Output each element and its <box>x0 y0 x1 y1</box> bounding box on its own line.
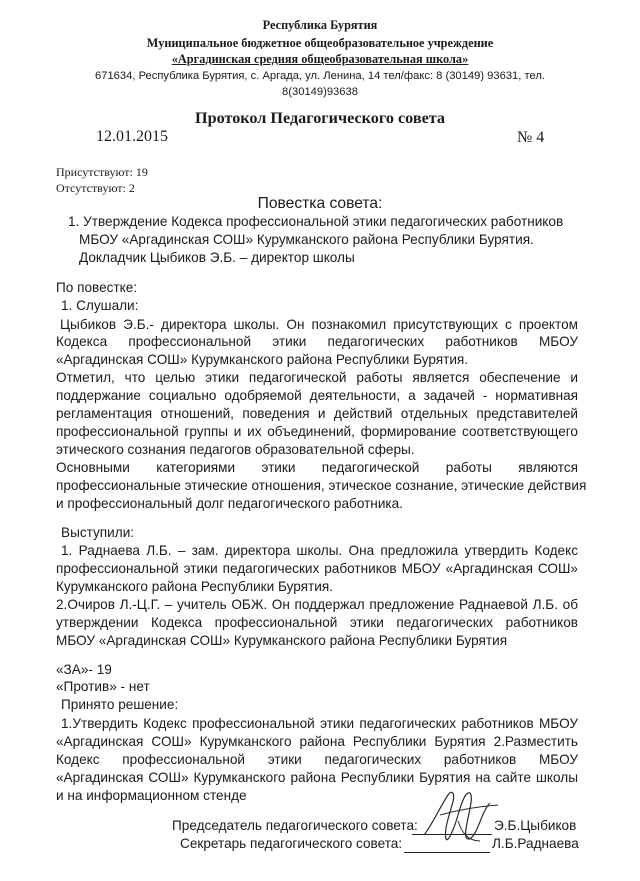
categories-line: профессиональные этические отношения, этическое сознание, этические действия <box>56 478 587 493</box>
speaker2-line: МБОУ «Аргадинская СОШ» Курумканского района Республики Бурятия <box>56 633 508 648</box>
agenda-line: Докладчик Цыбиков Э.Б. – директор школы <box>79 250 355 265</box>
report-line: Кодекса профессиональной этики педагогических работников МБОУ <box>56 334 578 349</box>
republic-heading: Республика Бурятия <box>262 18 378 32</box>
categories-line: и профессиональный долг педагогического работника. <box>56 496 403 511</box>
noted-line: Отметил, что целью этики педагогической работы является обеспечение и <box>56 370 578 385</box>
noted-line: поддержание социально одобряемой деятельности, а задачей - нормативная <box>56 388 578 403</box>
present-count: Присутствуют: 19 <box>56 165 148 179</box>
absent-count: Отсутствуют: 2 <box>56 181 135 195</box>
decision-line: «Аргадинская СОШ» Курумканского района Республики Бурятия на сайте школы <box>56 770 578 785</box>
chair-label: Председатель педагогического совета: <box>172 818 418 833</box>
speaker2-line: утверждении Кодекса профессиональной этики педагогических работников <box>56 615 578 630</box>
chair-name: Э.Б.Цыбиков <box>494 818 577 833</box>
handwritten-signature <box>418 785 504 847</box>
agenda-title: Повестка совета: <box>257 195 383 212</box>
report-line: «Аргадинская СОШ» Курумканского района Республики Бурятия. <box>56 352 469 367</box>
speaker1-line: Курумканского района Республики Бурятия. <box>56 579 333 594</box>
decision-label: Принято решение: <box>61 697 179 712</box>
secretary-label: Секретарь педагогического совета: <box>180 836 403 851</box>
noted-line: этического сознания педагогов образовательной сферы. <box>56 442 415 457</box>
school-name: «Аргадинская средняя общеобразовательная школа» <box>171 52 469 66</box>
categories-line: Основными категориями этики педагогической работы являются <box>56 460 578 475</box>
speaker2-line: 2.Очиров Л.-Ц.Г. – учитель ОБЖ. Он поддержал предложение Раднаевой Л.Б. об <box>56 597 578 612</box>
decision-line: «Аргадинская СОШ» Курумканского района Республики Бурятия 2.Разместить <box>56 734 578 749</box>
address-line-1: 671634, Республика Бурятия, с. Аргада, ул. Ленина, 14 тел/факс: 8 (30149) 93631, тел. <box>95 70 545 82</box>
report-line: Цыбиков Э.Б.- директора школы. Он познакомил присутствующих с проектом <box>60 317 578 332</box>
noted-line: профессиональной группы и их объединений, формирование соответствующего <box>56 424 578 439</box>
agenda-line: 1. Утверждение Кодекса профессиональной этики педагогических работников <box>68 214 564 229</box>
vote-for: «ЗА»- 19 <box>56 662 112 677</box>
address-line-2: 8(30149)93638 <box>282 86 358 98</box>
school-heading <box>0 52 640 67</box>
vote-against: «Против» - нет <box>56 679 150 694</box>
heard-label: 1. Слушали: <box>61 298 139 313</box>
speaker1-line: 1. Раднаева Л.Б. – зам. директора школы. Она предложила утвердить Кодекс <box>61 543 578 558</box>
noted-line: регламентация отношений, поведения и действий отдельных представителей <box>56 406 578 421</box>
decision-line: и на информационном стенде <box>56 788 247 803</box>
protocol-date: 12.01.2015 <box>96 128 168 145</box>
protocol-number: № 4 <box>517 129 545 146</box>
institution-heading: Муниципальное бюджетное общеобразовательное учреждение <box>146 36 494 50</box>
secretary-name: Л.Б.Раднаева <box>492 836 579 851</box>
decision-line: Кодекс профессиональной этики педагогических работников МБОУ <box>56 752 578 767</box>
by-agenda-label: По повестке: <box>56 280 138 295</box>
agenda-line: МБОУ «Аргадинская СОШ» Курумканского района Республики Бурятия. <box>79 232 534 247</box>
protocol-title: Протокол Педагогического совета <box>194 109 446 127</box>
spoke-label: Выступили: <box>61 525 135 540</box>
decision-line: 1.Утвердить Кодекс профессиональной этики педагогических работников МБОУ <box>61 716 578 731</box>
speaker1-line: профессиональной этики педагогических работников МБОУ «Аргадинская СОШ» <box>56 561 578 576</box>
secretary-signature-line <box>404 852 490 853</box>
